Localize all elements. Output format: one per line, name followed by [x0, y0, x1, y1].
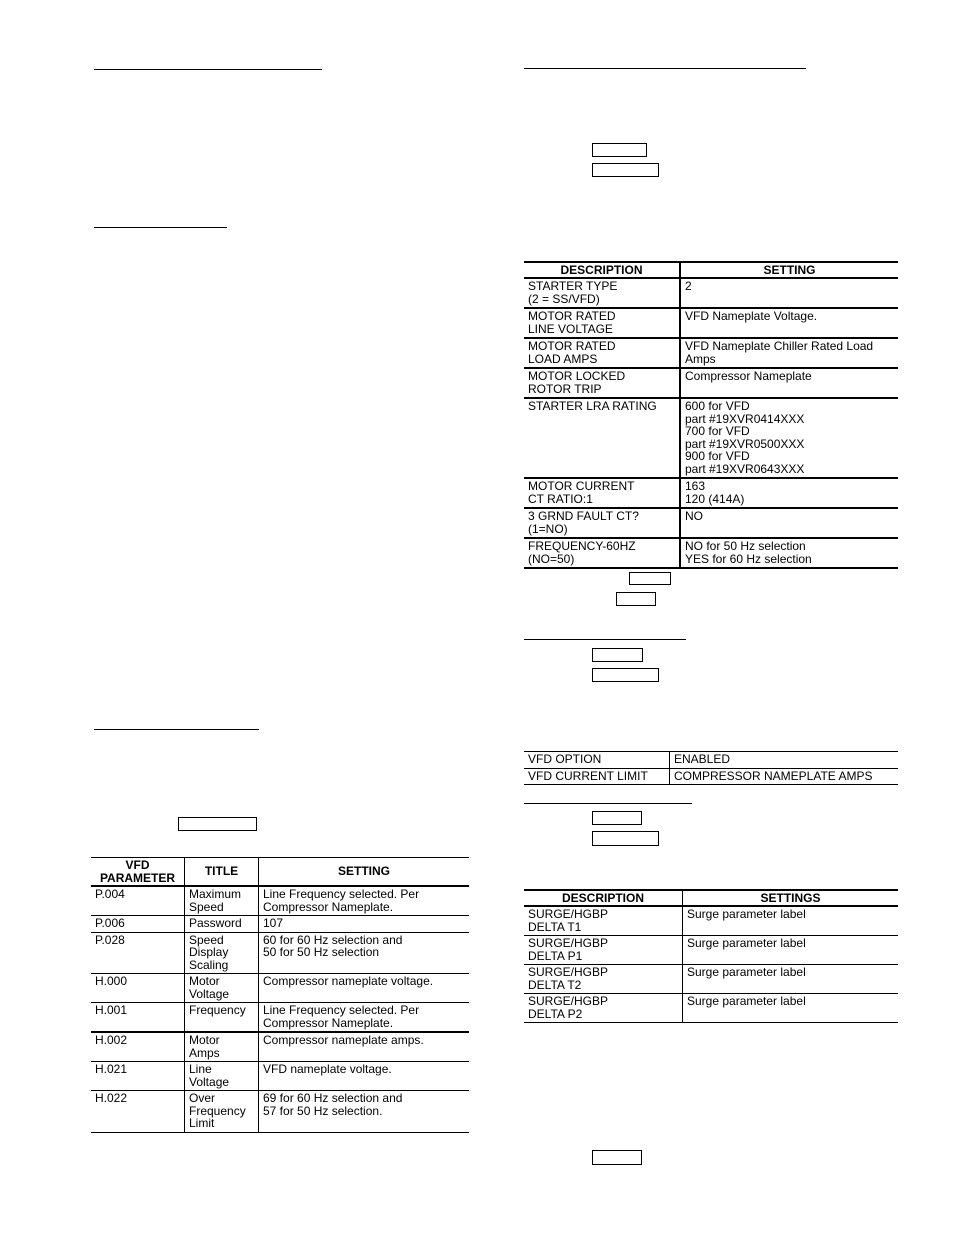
heading-rule-2 [94, 227, 227, 228]
softkey-box [592, 811, 642, 825]
surge-parameter-table [524, 889, 898, 1023]
column-header: DESCRIPTION [524, 890, 683, 906]
softkey-box [592, 668, 659, 682]
title-cell: Over Frequency Limit [185, 1091, 259, 1133]
description-cell: SURGE/HGBP DELTA P1 [524, 936, 683, 965]
table-row [91, 886, 469, 916]
title-cell: Maximum Speed [185, 886, 259, 916]
setting-cell: 600 for VFD part #19XVR0414XXX 700 for VFD part #19XVR0500XXX 900 for VFD part #19XVR0643XXX [680, 398, 898, 478]
description-cell: MOTOR RATED LOAD AMPS [524, 338, 680, 368]
table-row [524, 338, 898, 368]
description-cell: SURGE/HGBP DELTA T2 [524, 965, 683, 994]
column-header: VFD PARAMETER [91, 858, 185, 887]
heading-rule-6 [524, 803, 692, 804]
starter-config-table [524, 261, 898, 569]
setting-cell: Surge parameter label [683, 994, 899, 1023]
setting-cell: Surge parameter label [687, 907, 806, 921]
column-header: SETTING [259, 858, 470, 887]
setting-cell: VFD nameplate voltage. [259, 1062, 470, 1091]
title-cell: Frequency [185, 1003, 259, 1033]
description-cell: FREQUENCY-60HZ (NO=50) [524, 538, 680, 568]
setting-cell: Compressor nameplate amps. [259, 1032, 470, 1062]
title-cell: Password [185, 916, 259, 933]
option-value-cell: ENABLED [674, 752, 731, 766]
softkey-box [592, 143, 647, 157]
title-cell: Motor Amps [185, 1032, 259, 1062]
table-row [524, 768, 898, 785]
table-row [91, 916, 469, 933]
param-cell: P.028 [91, 932, 185, 974]
heading-rule-1 [94, 69, 322, 70]
setting-cell: 107 [259, 916, 470, 933]
description-cell: STARTER TYPE (2 = SS/VFD) [524, 278, 680, 308]
softkey-box [178, 817, 257, 831]
option-label-cell: VFD OPTION [524, 752, 670, 769]
setting-cell: VFD Nameplate Voltage. [680, 308, 898, 338]
column-header: TITLE [185, 858, 259, 887]
table-row [524, 906, 898, 936]
setting-cell: 163 120 (414A) [680, 478, 898, 508]
column-header: SETTINGS [683, 890, 899, 906]
param-cell: H.001 [91, 1003, 185, 1033]
setting-cell: 60 for 60 Hz selection and 50 for 50 Hz selection [259, 932, 470, 974]
title-cell: Line Voltage [185, 1062, 259, 1091]
table-row [91, 974, 469, 1003]
column-header: DESCRIPTION [524, 262, 680, 278]
setting-cell: NO [680, 508, 898, 538]
param-cell: P.006 [91, 916, 185, 933]
setting-cell: NO for 50 Hz selection YES for 60 Hz selection [680, 538, 898, 568]
setting-cell: VFD Nameplate Chiller Rated Load Amps [680, 338, 898, 368]
param-cell: H.002 [91, 1032, 185, 1062]
vfd-parameter-table [91, 857, 469, 1133]
table-row [524, 398, 898, 478]
setting-cell: Line Frequency selected. Per Compressor Nameplate. [259, 1003, 470, 1033]
table-row [524, 538, 898, 568]
table-row [524, 508, 898, 538]
softkey-box [592, 1150, 642, 1165]
param-cell: H.021 [91, 1062, 185, 1091]
table-row [524, 965, 898, 994]
param-cell: H.022 [91, 1091, 185, 1133]
setting-cell: Surge parameter label [683, 965, 899, 994]
description-cell: SURGE/HGBP DELTA T1 [524, 906, 683, 936]
softkey-box [629, 572, 671, 585]
table-row [524, 368, 898, 398]
description-cell: STARTER LRA RATING [524, 398, 680, 478]
table-header-row [524, 262, 898, 278]
description-cell: MOTOR CURRENT CT RATIO:1 [524, 478, 680, 508]
setting-cell: 2 [685, 279, 692, 293]
description-cell: 3 GRND FAULT CT? (1=NO) [524, 508, 680, 538]
column-header: SETTING [680, 262, 898, 278]
setting-cell: Line Frequency selected. Per Compressor Nameplate. [263, 887, 420, 914]
description-cell: MOTOR LOCKED ROTOR TRIP [524, 368, 680, 398]
table-row [524, 278, 898, 308]
table-row [524, 994, 898, 1023]
table-row [524, 752, 898, 769]
heading-rule-5 [524, 639, 686, 640]
option-label-cell: VFD CURRENT LIMIT [524, 768, 670, 785]
param-cell: H.000 [91, 974, 185, 1003]
softkey-box [616, 592, 656, 606]
option-value-cell: COMPRESSOR NAMEPLATE AMPS [670, 768, 899, 785]
heading-rule-3 [94, 729, 259, 730]
setting-cell: Compressor Nameplate [680, 368, 898, 398]
description-cell: MOTOR RATED LINE VOLTAGE [524, 308, 680, 338]
setting-cell: Surge parameter label [683, 936, 899, 965]
vfd-option-table [524, 751, 898, 785]
softkey-box [592, 163, 659, 177]
softkey-box [592, 831, 659, 846]
table-header-row [91, 858, 469, 887]
table-row [91, 1003, 469, 1033]
table-row [91, 1091, 469, 1133]
table-row [91, 1032, 469, 1062]
table-header-row [524, 890, 898, 906]
setting-cell: Compressor nameplate voltage. [259, 974, 470, 1003]
description-cell: SURGE/HGBP DELTA P2 [524, 994, 683, 1023]
softkey-box [592, 648, 643, 662]
table-row [91, 1062, 469, 1091]
table-row [91, 932, 469, 974]
table-row [524, 478, 898, 508]
heading-rule-4 [524, 68, 806, 69]
setting-cell: 69 for 60 Hz selection and 57 for 50 Hz selection. [259, 1091, 470, 1133]
table-row [524, 308, 898, 338]
param-cell: P.004 [91, 886, 185, 916]
title-cell: Speed Display Scaling [185, 932, 259, 974]
table-row [524, 936, 898, 965]
title-cell: Motor Voltage [185, 974, 259, 1003]
